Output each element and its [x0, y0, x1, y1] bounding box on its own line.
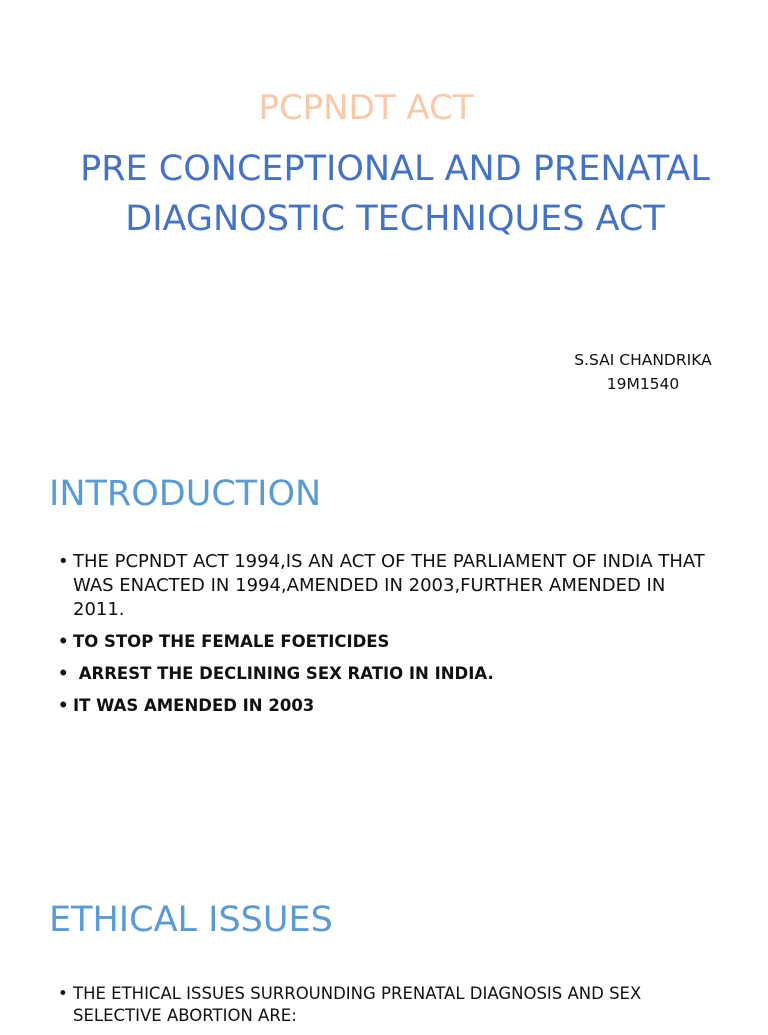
bullet-text: THE ETHICAL ISSUES SURROUNDING PRENATAL DIAGNOSIS AND SEX SELECTIVE ABORTION ARE:	[73, 984, 642, 1025]
title-slide	[0, 0, 768, 440]
list-item	[58, 550, 718, 622]
ethical-issues-bullet-list	[58, 983, 718, 1035]
bullet-icon: •	[58, 984, 68, 1003]
ethical-issues-slide	[0, 860, 768, 1024]
bullet-icon: •	[58, 551, 69, 572]
full-title	[40, 144, 750, 244]
author-block	[560, 348, 726, 396]
bullet-text: TO STOP THE FEMALE FOETICIDES	[73, 632, 390, 651]
ethical-issues-heading: ETHICAL ISSUES	[49, 900, 333, 940]
introduction-heading: INTRODUCTION	[49, 474, 322, 514]
author-id: 19M1540	[606, 375, 680, 393]
list-item	[58, 694, 718, 718]
short-title: PCPNDT ACT	[258, 88, 474, 128]
list-item	[58, 983, 718, 1027]
author-name: S.SAI CHANDRIKA	[574, 351, 712, 369]
full-title-line-1: PRE CONCEPTIONAL AND PRENATAL	[80, 149, 710, 189]
bullet-text: IT WAS AMENDED IN 2003	[73, 696, 315, 715]
list-item	[58, 662, 718, 686]
bullet-text: ARREST THE DECLINING SEX RATIO IN INDIA.	[73, 664, 494, 683]
bullet-icon: •	[58, 696, 69, 715]
bullet-text: THE PCPNDT ACT 1994,IS AN ACT OF THE PARLIAMENT OF INDIA THAT WAS ENACTED IN 1994,AMENDED IN 2003,FURTHER AMENDED IN 2011.	[73, 551, 705, 620]
bullet-icon: •	[58, 632, 69, 651]
full-title-line-2: DIAGNOSTIC TECHNIQUES ACT	[125, 199, 665, 239]
list-item	[58, 630, 718, 654]
introduction-bullet-list	[58, 550, 718, 726]
bullet-icon: •	[58, 664, 69, 683]
introduction-slide	[0, 440, 768, 860]
